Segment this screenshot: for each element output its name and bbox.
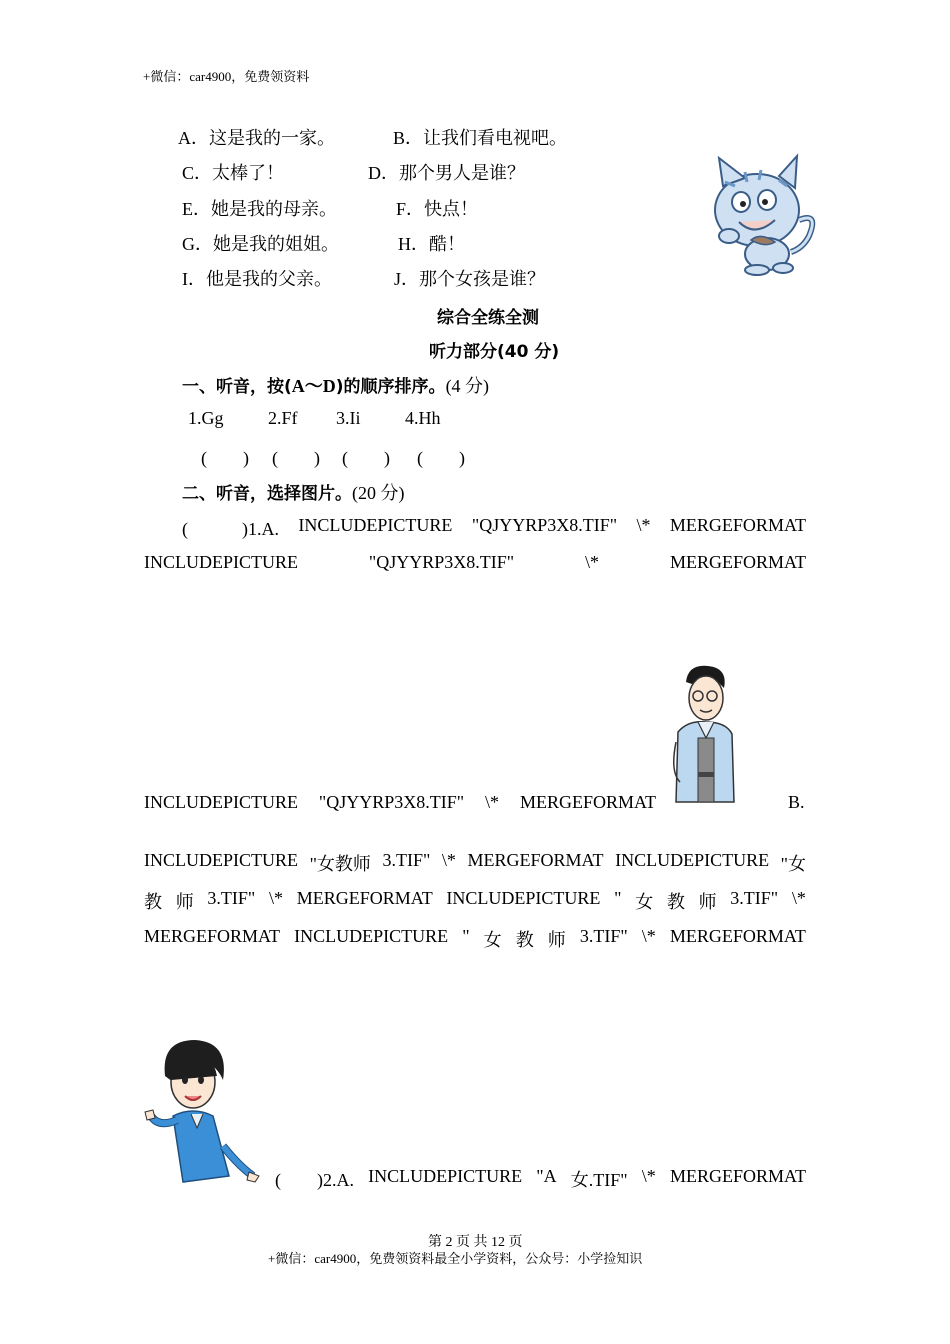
- man-teacher-illustration: [668, 662, 740, 810]
- q1-letter: 3.Ii: [336, 408, 361, 428]
- q2-item1-line2: INCLUDEPICTURE "QJYYRP3X8.TIF" \* MERGEFORMAT: [144, 552, 806, 572]
- q2-item2-line: ( )2.A. INCLUDEPICTURE "A 女.TIF" \* MERGEFORMAT: [275, 1166, 806, 1190]
- q1-blank[interactable]: ( ): [272, 448, 320, 468]
- q2-b-line1: INCLUDEPICTURE "女教师 3.TIF" \* MERGEFORMAT INCLUDEPICTURE "女: [144, 850, 806, 874]
- q1-blank[interactable]: ( ): [342, 448, 390, 468]
- listening-title: 听力部分(40 分): [429, 342, 560, 362]
- option-a: A．这是我的一家。: [178, 128, 335, 148]
- option-b: B．让我们看电视吧。: [393, 128, 568, 148]
- footer-text: +微信：car4900，免费领资料最全小学资料，公众号：小学捡知识: [268, 1251, 643, 1266]
- q1-blank[interactable]: ( ): [201, 448, 249, 468]
- section-title: 综合全练全测: [437, 308, 539, 328]
- q2-item1-line1: ( )1.A. INCLUDEPICTURE "QJYYRP3X8.TIF" \* MERGEFORMAT: [182, 515, 806, 539]
- woman-teacher-illustration: [143, 1036, 261, 1186]
- cat-illustration: [695, 152, 833, 276]
- option-e: E．她是我的母亲。: [182, 199, 337, 219]
- header-text: +微信：car4900，免费领资料: [143, 69, 310, 84]
- q2-item1-option-b: B.: [788, 792, 805, 812]
- q1-letter: 1.Gg: [188, 408, 224, 428]
- option-g: G．她是我的姐姐。: [182, 234, 339, 254]
- q1-letter: 2.Ff: [268, 408, 298, 428]
- q2-item1-line3: INCLUDEPICTURE "QJYYRP3X8.TIF" \* MERGEFORMAT: [144, 792, 656, 812]
- page-number: 第 2 页 共 12 页: [428, 1235, 523, 1250]
- q2-b-line2: 教 师 3.TIF" \* MERGEFORMAT INCLUDEPICTURE " 女 教 师 3.TIF" \*: [144, 888, 806, 912]
- option-c: C．太棒了！: [182, 163, 285, 183]
- q1-letter: 4.Hh: [405, 408, 441, 428]
- q1-blank[interactable]: ( ): [417, 448, 465, 468]
- option-h: H．酷！: [398, 234, 465, 254]
- option-i: I．他是我的父亲。: [182, 269, 332, 289]
- option-j: J．那个女孩是谁？: [394, 269, 546, 289]
- option-f: F．快点！: [396, 199, 479, 219]
- q1-heading: 一、听音，按(A～D)的顺序排序。(4 分): [182, 376, 490, 397]
- option-d: D．那个男人是谁？: [368, 163, 525, 183]
- q2-b-line3: MERGEFORMAT INCLUDEPICTURE " 女 教 师 3.TIF" \* MERGEFORMAT: [144, 926, 806, 950]
- q2-heading: 二、听音，选择图片。(20 分): [182, 483, 405, 504]
